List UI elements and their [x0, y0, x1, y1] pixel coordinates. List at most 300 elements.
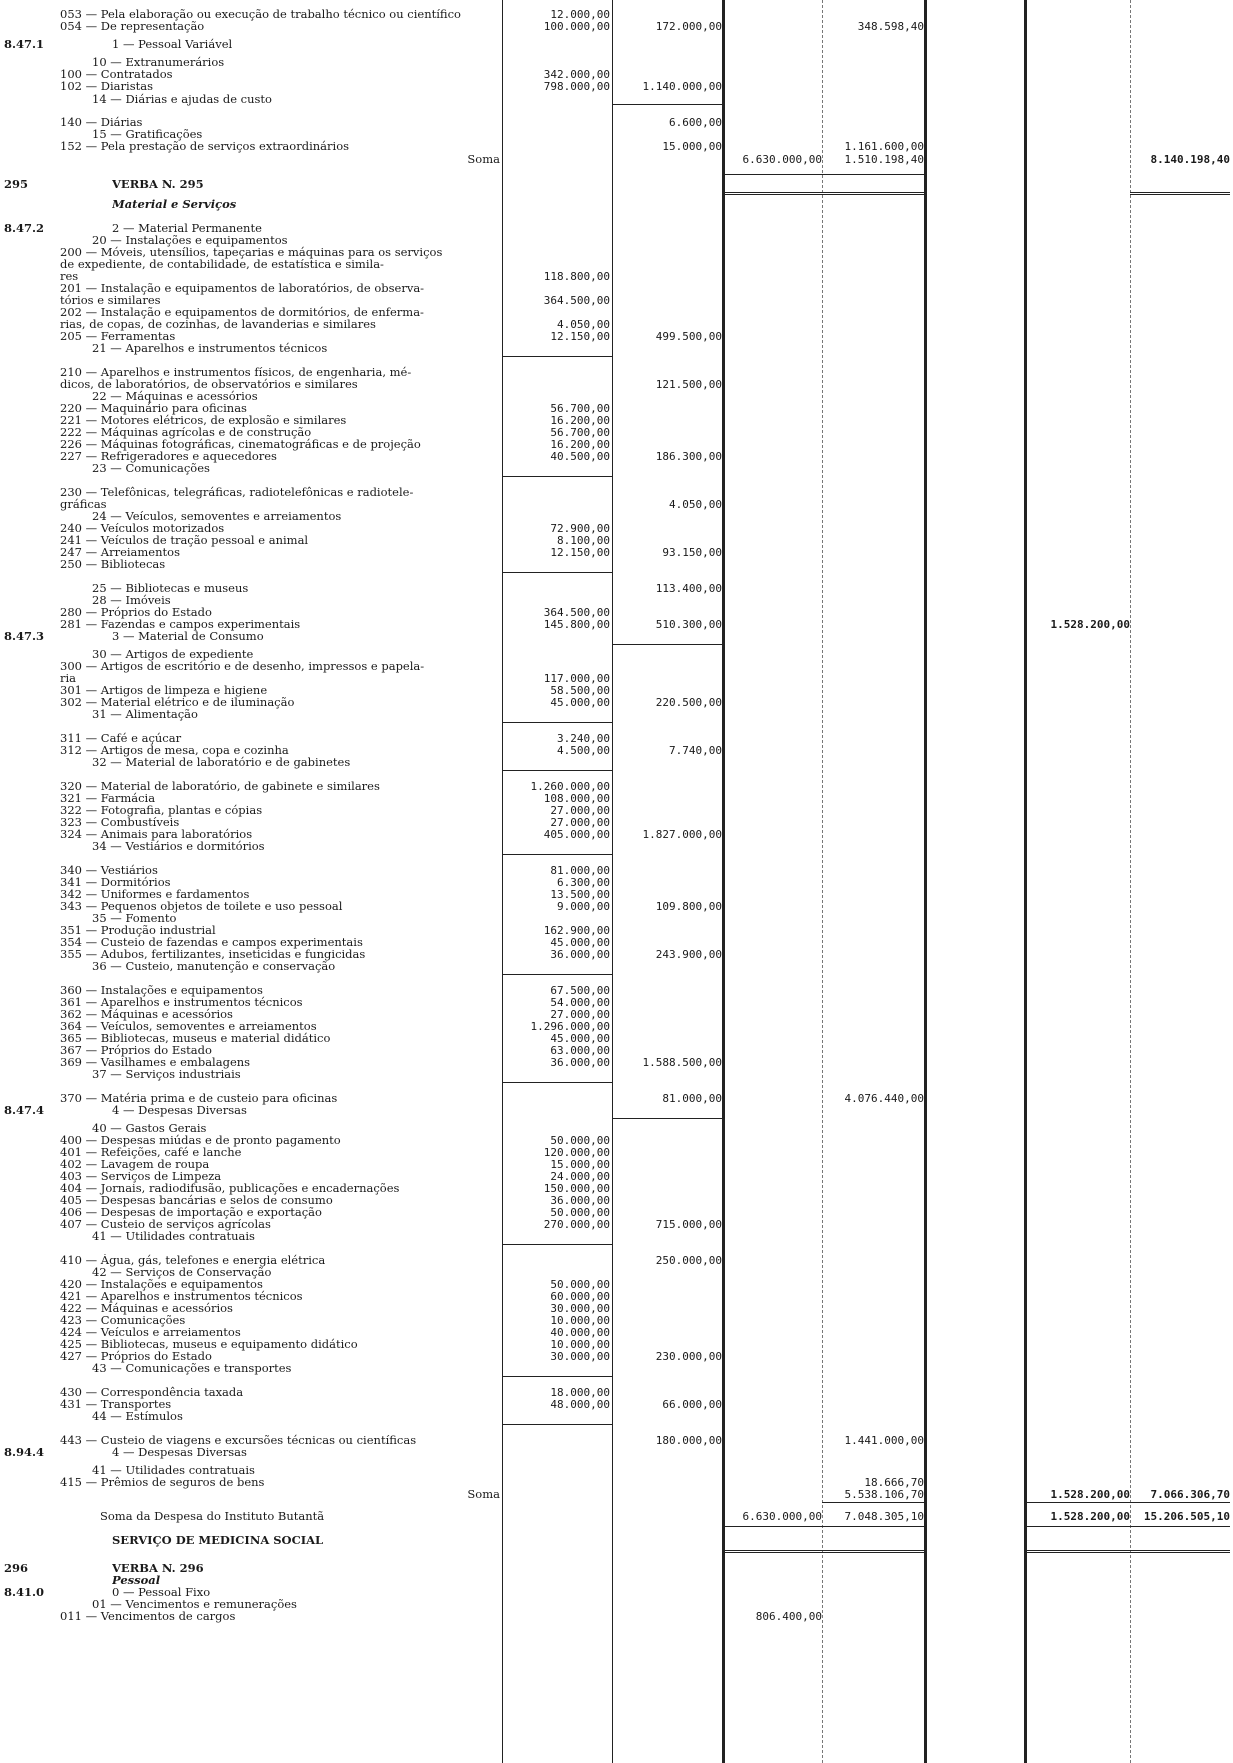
ledger-row [0, 140, 1233, 153]
amount-c1: 364.500,00 [543, 606, 610, 619]
item-code: 365 — [60, 1032, 101, 1045]
item-description [92, 1068, 532, 1081]
item-text: De representação [100, 20, 205, 33]
item-code: 407 — [60, 1218, 101, 1231]
item-text: Despesas de importação e exportação [100, 1206, 322, 1219]
item-text: Comunicações [100, 1314, 186, 1327]
item-description [112, 178, 552, 191]
total-rule [722, 1526, 924, 1527]
amount-c1: 27.000,00 [550, 1008, 610, 1021]
item-description [92, 93, 532, 106]
amount-c4: 5.538.106,70 [844, 1488, 924, 1501]
item-code: 427 — [60, 1350, 101, 1363]
subtotal-rule [502, 1376, 612, 1377]
amount-c1: 81.000,00 [550, 864, 610, 877]
subtotal-rule [502, 1424, 612, 1425]
ledger-row [0, 342, 1233, 355]
amount-c1: 3.240,00 [557, 732, 610, 745]
amount-c6: 7.066.306,70 [1150, 1488, 1230, 1501]
item-code: 280 — [60, 606, 101, 619]
item-code: 343 — [60, 900, 101, 913]
item-text: 1 — Pessoal Variável [112, 38, 233, 51]
item-text: Correspondência taxada [100, 1386, 244, 1399]
amount-c1: 16.200,00 [550, 414, 610, 427]
item-text: Lavagem de roupa [100, 1158, 210, 1171]
item-text: 30 — Artigos de expediente [92, 648, 254, 661]
ledger-row [0, 153, 1233, 166]
amount-c1: 120.000,00 [543, 1146, 610, 1159]
amount-c1: 108.000,00 [543, 792, 610, 805]
amount-c1: 1.260.000,00 [530, 780, 610, 793]
amount-c2: 1.827.000,00 [642, 828, 722, 841]
item-code: 402 — [60, 1158, 101, 1171]
ledger-row [0, 1446, 1233, 1459]
amount-c1: 118.800,00 [543, 270, 610, 283]
item-code: 405 — [60, 1194, 101, 1207]
amount-c1: 56.700,00 [550, 402, 610, 415]
amount-c1: 9.000,00 [557, 900, 610, 913]
item-description [92, 708, 532, 721]
item-code: 227 — [60, 450, 101, 463]
item-text: 36 — Custeio, manutenção e conservação [92, 960, 336, 973]
item-text: 15 — Gratificações [92, 128, 203, 141]
item-code: 354 — [60, 936, 101, 949]
amount-c1: 162.900,00 [543, 924, 610, 937]
item-text: Adubos, fertilizantes, inseticidas e fungicidas [100, 948, 366, 961]
item-text: 23 — Comunicações [92, 462, 210, 475]
amount-c1: 30.000,00 [550, 1302, 610, 1315]
item-text: res [60, 270, 79, 283]
total-rule [722, 174, 924, 175]
item-description [112, 630, 552, 643]
amount-c1: 45.000,00 [550, 1032, 610, 1045]
item-text: Fotografia, plantas e cópias [100, 804, 263, 817]
item-text: Material elétrico e de iluminação [100, 696, 295, 709]
margin-code: 295 [4, 177, 29, 191]
ledger-row [0, 1362, 1233, 1375]
item-text: Bibliotecas, museus e material didático [100, 1032, 331, 1045]
amount-c3: 806.400,00 [755, 1610, 822, 1623]
amount-c2: 66.000,00 [662, 1398, 722, 1411]
item-text: Pessoal [112, 1574, 161, 1587]
subtotal-rule [502, 572, 612, 573]
item-text: dicos, de laboratórios, de observatórios e similares [60, 378, 358, 391]
subtotal-rule [502, 356, 612, 357]
amount-c3: 6.630.000,00 [742, 153, 822, 166]
amount-c1: 27.000,00 [550, 804, 610, 817]
item-text: Material e Serviços [112, 198, 237, 211]
margin-code: 8.47.4 [4, 1103, 45, 1117]
amount-c1: 40.500,00 [550, 450, 610, 463]
item-code: 152 — [60, 140, 101, 153]
margin-code: 8.94.4 [4, 1445, 45, 1459]
item-code: 415 — [60, 1476, 101, 1489]
amount-c2: 109.800,00 [655, 900, 722, 913]
amount-c2: 180.000,00 [655, 1434, 722, 1447]
amount-c1: 36.000,00 [550, 948, 610, 961]
item-code: 340 — [60, 864, 101, 877]
item-code: 250 — [60, 558, 101, 571]
amount-c1: 4.050,00 [557, 318, 610, 331]
item-code: 226 — [60, 438, 101, 451]
item-description [60, 558, 500, 571]
item-code: 421 — [60, 1290, 101, 1303]
item-text: Animais para laboratórios [100, 828, 253, 841]
item-description [92, 756, 532, 769]
item-code: 355 — [60, 948, 101, 961]
item-code: 247 — [60, 546, 101, 559]
subtotal-rule [502, 974, 612, 975]
item-text: Veículos, semoventes e arreiamentos [100, 1020, 317, 1033]
ledger-row [0, 462, 1233, 475]
amount-c1: 58.500,00 [550, 684, 610, 697]
total-rule [1024, 1526, 1230, 1527]
item-description [92, 1230, 532, 1243]
item-text: Veículos e arreiamentos [100, 1326, 241, 1339]
item-text: Bibliotecas [100, 558, 166, 571]
item-text: 34 — Vestiários e dormitórios [92, 840, 265, 853]
item-code: 281 — [60, 618, 101, 631]
item-code: 053 — [60, 8, 101, 21]
item-text: 20 — Instalações e equipamentos [92, 234, 288, 247]
item-text: gráficas [60, 498, 107, 511]
item-code: 362 — [60, 1008, 101, 1021]
ledger-row [0, 93, 1233, 106]
item-text: Despesas miúdas e de pronto pagamento [100, 1134, 341, 1147]
item-code: 370 — [60, 1092, 101, 1105]
total-rule [1130, 192, 1230, 195]
item-text: 41 — Utilidades contratuais [92, 1230, 255, 1243]
item-text: Pequenos objetos de toilete e uso pessoal [100, 900, 343, 913]
item-text: Aparelhos e instrumentos físicos, de engenharia, mé- [100, 366, 412, 379]
item-text: Custeio de viagens e excursões técnicas ou científicas [100, 1434, 417, 1447]
item-text: Jornais, radiodifusão, publicações e encadernações [100, 1182, 400, 1195]
item-description [60, 140, 500, 153]
item-code: 425 — [60, 1338, 101, 1351]
item-text: 43 — Comunicações e transportes [92, 1362, 292, 1375]
item-text: 22 — Máquinas e acessórios [92, 390, 258, 403]
item-text: 35 — Fomento [92, 912, 177, 925]
item-text: Motores elétricos, de explosão e similares [100, 414, 347, 427]
item-text: Móveis, utensílios, tapeçarias e máquinas para os serviços [100, 246, 443, 259]
item-code: 351 — [60, 924, 101, 937]
item-code: 342 — [60, 888, 101, 901]
subtotal-rule [502, 1082, 612, 1083]
amount-c1: 8.100,00 [557, 534, 610, 547]
item-code: 410 — [60, 1254, 101, 1267]
item-text: Instalações e equipamentos [100, 1278, 263, 1291]
item-text: Ferramentas [100, 330, 176, 343]
item-text: Veículos de tração pessoal e animal [100, 534, 309, 547]
total-rule [722, 1550, 924, 1553]
item-code: 210 — [60, 366, 101, 379]
item-text: Despesas bancárias e selos de consumo [100, 1194, 333, 1207]
item-text: Refrigeradores e aquecedores [100, 450, 277, 463]
item-text: VERBA N. 296 [112, 1562, 204, 1575]
item-text: 32 — Material de laboratório e de gabinetes [92, 756, 351, 769]
ledger-row [0, 20, 1233, 33]
subtotal-rule [1024, 1502, 1230, 1503]
amount-c1: 50.000,00 [550, 1206, 610, 1219]
amount-c1: 15.000,00 [550, 1158, 610, 1171]
item-code: 403 — [60, 1170, 101, 1183]
ledger-row [0, 1510, 1233, 1523]
item-text: 01 — Vencimentos e remunerações [92, 1598, 297, 1611]
amount-c2: 243.900,00 [655, 948, 722, 961]
amount-c6: 15.206.505,10 [1143, 1510, 1230, 1523]
item-text: Próprios do Estado [100, 1044, 212, 1057]
margin-code: 8.47.1 [4, 37, 45, 51]
item-text: Água, gás, telefones e energia elétrica [100, 1254, 326, 1267]
item-text: Vasilhames e embalagens [100, 1056, 251, 1069]
amount-c5: 1.528.200,00 [1050, 618, 1130, 631]
item-description [92, 840, 532, 853]
item-text: Pela elaboração ou execução de trabalho técnico ou científico [100, 8, 461, 21]
amount-c1: 54.000,00 [550, 996, 610, 1009]
item-code: 422 — [60, 1302, 101, 1315]
subtotal-rule [502, 476, 612, 477]
item-code: 404 — [60, 1182, 101, 1195]
item-text: Instalações e equipamentos [100, 984, 263, 997]
item-code: 406 — [60, 1206, 101, 1219]
margin-code: 8.47.3 [4, 629, 45, 643]
amount-c1: 12.150,00 [550, 546, 610, 559]
amount-c1: 405.000,00 [543, 828, 610, 841]
amount-c4: 348.598,40 [857, 20, 924, 33]
amount-c2: 93.150,00 [662, 546, 722, 559]
item-text: Diaristas [100, 80, 153, 93]
ledger-row [0, 756, 1233, 769]
item-code: 364 — [60, 1020, 101, 1033]
item-text: Artigos de mesa, copa e cozinha [100, 744, 289, 757]
item-description [112, 198, 552, 211]
item-description [92, 1410, 532, 1423]
ledger-row [0, 1410, 1233, 1423]
item-text: Arreiamentos [100, 546, 180, 559]
amount-c2: 172.000,00 [655, 20, 722, 33]
item-text: Refeições, café e lanche [100, 1146, 242, 1159]
amount-c1: 36.000,00 [550, 1194, 610, 1207]
item-text: 42 — Serviços de Conservação [92, 1266, 272, 1279]
item-text: Pela prestação de serviços extraordinários [100, 140, 350, 153]
amount-c1: 40.000,00 [550, 1326, 610, 1339]
item-code: 424 — [60, 1326, 101, 1339]
ledger-row [0, 198, 1233, 211]
amount-c2: 250.000,00 [655, 1254, 722, 1267]
item-code: 361 — [60, 996, 101, 1009]
item-text: Contratados [100, 68, 173, 81]
item-code: 360 — [60, 984, 101, 997]
item-text: Artigos de escritório e de desenho, impressos e papela- [100, 660, 425, 673]
item-text: Veículos motorizados [100, 522, 225, 535]
item-text: 28 — Imóveis [92, 594, 171, 607]
amount-c2: 81.000,00 [662, 1092, 722, 1105]
item-code: 230 — [60, 486, 101, 499]
amount-c2: 499.500,00 [655, 330, 722, 343]
item-code: 323 — [60, 816, 101, 829]
item-text: Vencimentos de cargos [100, 1610, 236, 1623]
margin-code: 296 [4, 1561, 29, 1575]
item-code: 320 — [60, 780, 101, 793]
item-text: Bibliotecas, museus e equipamento didático [100, 1338, 358, 1351]
item-text: Próprios do Estado [100, 1350, 212, 1363]
ledger-row [0, 80, 1233, 93]
item-text: Instalação e equipamentos de dormitórios, de enferma- [100, 306, 424, 319]
amount-c4: 7.048.305,10 [844, 1510, 924, 1523]
amount-c1: 1.296.000,00 [530, 1020, 610, 1033]
item-description [100, 1510, 540, 1523]
amount-c1: 798.000,00 [543, 80, 610, 93]
ledger-row [0, 1610, 1233, 1623]
amount-c1: 13.500,00 [550, 888, 610, 901]
item-text: Máquinas e acessórios [100, 1008, 233, 1021]
item-text: ria [60, 672, 77, 685]
item-text: 44 — Estímulos [92, 1410, 183, 1423]
item-description [112, 1446, 552, 1459]
amount-c1: 10.000,00 [550, 1338, 610, 1351]
subtotal-rule [502, 854, 612, 855]
item-code: 311 — [60, 732, 101, 745]
item-text: Máquinas agrícolas e de construção [100, 426, 312, 439]
item-code: 240 — [60, 522, 101, 535]
item-text: rias, de copas, de cozinhas, de lavanderias e similares [60, 318, 376, 331]
amount-c1: 364.500,00 [543, 294, 610, 307]
item-text: 31 — Alimentação [92, 708, 198, 721]
item-text: Matéria prima e de custeio para oficinas [100, 1092, 338, 1105]
item-text: Serviços de Limpeza [100, 1170, 222, 1183]
amount-c1: 48.000,00 [550, 1398, 610, 1411]
item-code: 321 — [60, 792, 101, 805]
amount-c1: 50.000,00 [550, 1134, 610, 1147]
amount-c1: 10.000,00 [550, 1314, 610, 1327]
item-text: de expediente, de contabilidade, de estatística e simila- [60, 258, 384, 271]
ledger-row [0, 1534, 1233, 1547]
item-code: 221 — [60, 414, 101, 427]
ledger-row [0, 1488, 1233, 1501]
item-code: 420 — [60, 1278, 101, 1291]
item-text: Vestiários [100, 864, 158, 877]
item-text: Próprios do Estado [100, 606, 212, 619]
amount-c2: 715.000,00 [655, 1218, 722, 1231]
item-code: 140 — [60, 116, 101, 129]
subtotal-rule [612, 1118, 722, 1119]
amount-c1: 12.000,00 [550, 8, 610, 21]
amount-c2: 15.000,00 [662, 140, 722, 153]
item-code: 100 — [60, 68, 101, 81]
amount-c4: 1.441.000,00 [844, 1434, 924, 1447]
item-text: 3 — Material de Consumo [112, 630, 264, 643]
item-text: Soma da Despesa do Instituto Butantã [100, 1510, 325, 1523]
item-text: SERVIÇO DE MEDICINA SOCIAL [112, 1534, 324, 1547]
amount-c1: 100.000,00 [543, 20, 610, 33]
item-description [112, 1534, 552, 1547]
item-text: 24 — Veículos, semoventes e arreiamentos [92, 510, 342, 523]
amount-c2: 510.300,00 [655, 618, 722, 631]
amount-c1: 36.000,00 [550, 1056, 610, 1069]
amount-c2: 4.050,00 [669, 498, 722, 511]
item-code: 401 — [60, 1146, 101, 1159]
item-text: 0 — Pessoal Fixo [112, 1586, 211, 1599]
amount-c1: 24.000,00 [550, 1170, 610, 1183]
ledger-row [0, 708, 1233, 721]
amount-c1: 56.700,00 [550, 426, 610, 439]
item-text: Prêmios de seguros de bens [100, 1476, 265, 1489]
ledger-row [0, 1104, 1233, 1117]
item-description [92, 960, 532, 973]
item-code: 341 — [60, 876, 101, 889]
item-code: 201 — [60, 282, 101, 295]
item-description [60, 20, 500, 33]
item-code: 322 — [60, 804, 101, 817]
margin-code: 8.41.0 [4, 1585, 45, 1599]
amount-c1: 60.000,00 [550, 1290, 610, 1303]
amount-c5: 1.528.200,00 [1050, 1488, 1130, 1501]
ledger-row [0, 840, 1233, 853]
item-description [112, 1104, 552, 1117]
item-text: Produção industrial [100, 924, 216, 937]
item-code: 220 — [60, 402, 101, 415]
amount-c2: 186.300,00 [655, 450, 722, 463]
amount-c1: 150.000,00 [543, 1182, 610, 1195]
item-code: 367 — [60, 1044, 101, 1057]
item-text: Fazendas e campos experimentais [100, 618, 301, 631]
item-text: 10 — Extranumerários [92, 56, 225, 69]
amount-c4: 1.510.198,40 [844, 153, 924, 166]
item-code: 202 — [60, 306, 101, 319]
total-rule [722, 192, 924, 195]
amount-c2: 1.588.500,00 [642, 1056, 722, 1069]
total-rule [1024, 1550, 1230, 1553]
subtotal-rule [612, 644, 722, 645]
ledger-row [0, 178, 1233, 191]
amount-c4: 1.161.600,00 [844, 140, 924, 153]
item-code: 430 — [60, 1386, 101, 1399]
item-text: 37 — Serviços industriais [92, 1068, 241, 1081]
ledger-row [0, 1230, 1233, 1243]
subtotal-rule [502, 722, 612, 723]
item-code: 400 — [60, 1134, 101, 1147]
amount-c2: 230.000,00 [655, 1350, 722, 1363]
amount-c4: 18.666,70 [864, 1476, 924, 1489]
amount-c1: 145.800,00 [543, 618, 610, 631]
item-code: 200 — [60, 246, 101, 259]
amount-c1: 16.200,00 [550, 438, 610, 451]
ledger-row [0, 960, 1233, 973]
amount-c2: 7.740,00 [669, 744, 722, 757]
item-description [112, 38, 552, 51]
amount-c2: 220.500,00 [655, 696, 722, 709]
item-text: 14 — Diárias e ajudas de custo [92, 93, 272, 106]
item-text: Transportes [100, 1398, 172, 1411]
item-text: VERBA N. 295 [112, 178, 204, 191]
item-text: tórios e similares [60, 294, 161, 307]
amount-c1: 342.000,00 [543, 68, 610, 81]
amount-c1: 50.000,00 [550, 1278, 610, 1291]
item-text: Dormitórios [100, 876, 171, 889]
item-description [60, 80, 500, 93]
item-text: 2 — Material Permanente [112, 222, 262, 235]
item-code: 011 — [60, 1610, 101, 1623]
amount-c2: 6.600,00 [669, 116, 722, 129]
item-text: Café e açúcar [100, 732, 182, 745]
item-code: 423 — [60, 1314, 101, 1327]
item-text: Farmácia [100, 792, 156, 805]
amount-c4: 4.076.440,00 [844, 1092, 924, 1105]
item-code: 300 — [60, 660, 101, 673]
item-text: Instalação e equipamentos de laboratórios, de observa- [100, 282, 425, 295]
item-text: 41 — Utilidades contratuais [92, 1464, 255, 1477]
amount-c1: 117.000,00 [543, 672, 610, 685]
